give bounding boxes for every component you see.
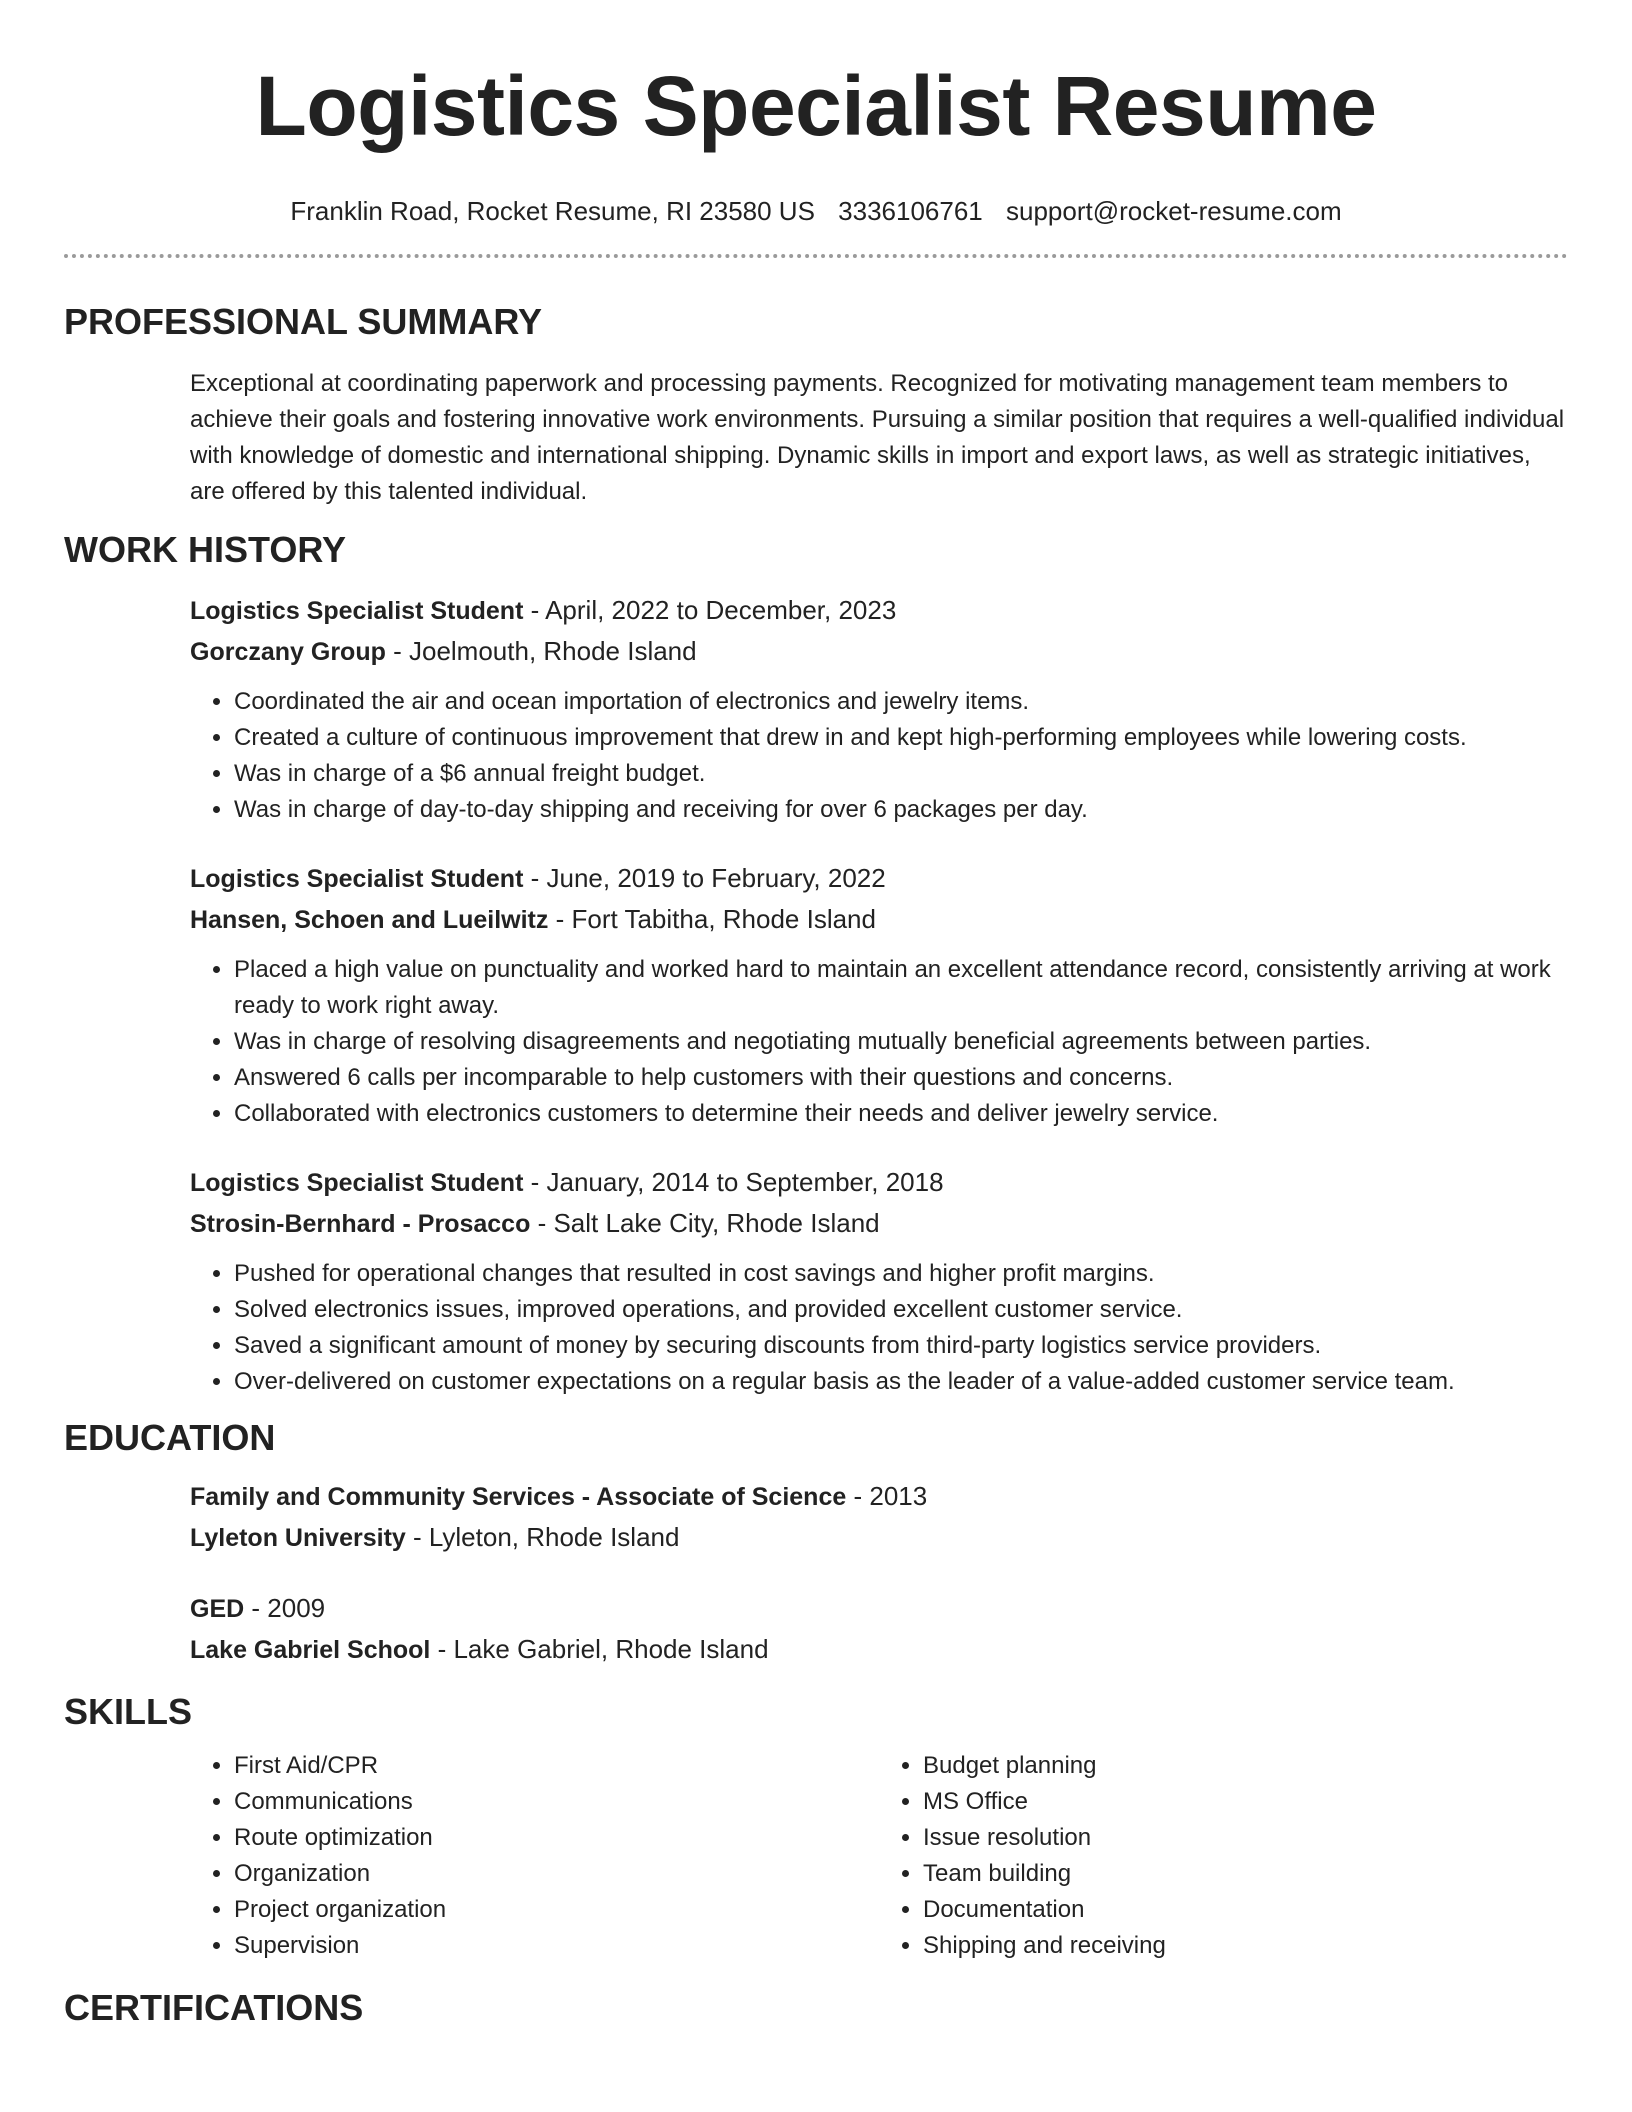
skill-item: • Shipping and receiving	[923, 1928, 1568, 1964]
job-company-line	[190, 631, 1568, 672]
skill-item: • Documentation	[923, 1892, 1568, 1928]
skill-item: • Budget planning	[923, 1748, 1568, 1784]
job-bullet: • Coordinated the air and ocean importation of electronics and jewelry items.	[234, 684, 1568, 720]
skills-columns	[190, 1748, 1568, 1964]
summary-text: Exceptional at coordinating paperwork and processing payments. Recognized for motivating management team members to achieve their goals and fostering innovative work environments. Pursuing a similar position that requires a well-qualified individual with knowledge of domestic and international shipping. Dynamic skills in import and export laws, as well as strategic initiatives, are offered by this talented individual.	[190, 370, 1565, 505]
skill-item: • Supervision	[234, 1928, 879, 1964]
job-company-line	[190, 1203, 1568, 1244]
job-bullet: • Pushed for operational changes that resulted in cost savings and higher profit margins.	[234, 1256, 1568, 1292]
summary-section	[64, 300, 1568, 510]
education-entry	[190, 1476, 1568, 1558]
skill-item: • Route optimization	[234, 1820, 879, 1856]
summary-heading: PROFESSIONAL SUMMARY	[64, 301, 543, 342]
job-entry	[190, 590, 1568, 828]
skill-item: • Project organization	[234, 1892, 879, 1928]
job-bullet: • Solved electronics issues, improved operations, and provided excellent customer service.	[234, 1292, 1568, 1328]
job-title: Logistics Specialist Student	[190, 597, 524, 625]
education-school-line	[190, 1517, 1568, 1558]
skills-section	[64, 1690, 1568, 1964]
education-heading: EDUCATION	[64, 1417, 276, 1458]
job-company: Hansen, Schoen and Lueilwitz	[190, 906, 549, 934]
skill-item: • Team building	[923, 1856, 1568, 1892]
skill-item: • Organization	[234, 1856, 879, 1892]
skills-list-left	[190, 1748, 879, 1964]
education-degree: Family and Community Services - Associate of Science	[190, 1483, 847, 1511]
skill-item: • Issue resolution	[923, 1820, 1568, 1856]
job-location: - Joelmouth, Rhode Island	[385, 636, 697, 666]
job-bullets	[190, 952, 1568, 1132]
skills-list-right	[879, 1748, 1568, 1964]
header-divider	[64, 254, 1568, 258]
job-title-line	[190, 1162, 1568, 1203]
education-section	[64, 1416, 1568, 1670]
job-company: Strosin-Bernhard - Prosacco	[190, 1210, 531, 1238]
education-degree-line	[190, 1476, 1568, 1517]
certifications-section	[64, 1986, 1568, 2030]
education-degree-line	[190, 1588, 1568, 1629]
contact-line	[64, 194, 1568, 228]
job-bullet: • Placed a high value on punctuality and worked hard to maintain an excellent attendance record, consistently arriving at work ready to work right away.	[234, 952, 1568, 1024]
job-location: - Fort Tabitha, Rhode Island	[548, 904, 876, 934]
education-degree: GED	[190, 1595, 245, 1623]
work-history-section	[64, 528, 1568, 1400]
job-title: Logistics Specialist Student	[190, 1169, 524, 1197]
skills-heading: SKILLS	[64, 1691, 193, 1732]
job-dates: - June, 2019 to February, 2022	[523, 863, 886, 893]
job-title-line	[190, 858, 1568, 899]
education-year: - 2009	[244, 1593, 326, 1623]
skill-item: • First Aid/CPR	[234, 1748, 879, 1784]
job-dates: - April, 2022 to December, 2023	[523, 595, 897, 625]
contact-address: Franklin Road, Rocket Resume, RI 23580 US	[290, 196, 815, 226]
education-location: - Lake Gabriel, Rhode Island	[430, 1634, 769, 1664]
job-company-line	[190, 899, 1568, 940]
education-entry	[190, 1588, 1568, 1670]
job-bullet: • Was in charge of a $6 annual freight budget.	[234, 756, 1568, 792]
job-entry	[190, 858, 1568, 1132]
contact-phone: 3336106761	[838, 196, 983, 226]
resume-title: Logistics Specialist Resume	[255, 59, 1377, 153]
job-bullet: • Over-delivered on customer expectations on a regular basis as the leader of a value-added customer service team.	[234, 1364, 1568, 1400]
education-year: - 2013	[846, 1481, 928, 1511]
certifications-heading: CERTIFICATIONS	[64, 1987, 364, 2028]
work-history-heading: WORK HISTORY	[64, 529, 347, 570]
job-bullet: • Was in charge of resolving disagreements and negotiating mutually beneficial agreements between parties.	[234, 1024, 1568, 1060]
education-school: Lyleton University	[190, 1524, 406, 1552]
education-school-line	[190, 1629, 1568, 1670]
job-bullet: • Was in charge of day-to-day shipping and receiving for over 6 packages per day.	[234, 792, 1568, 828]
job-location: - Salt Lake City, Rhode Island	[530, 1208, 880, 1238]
job-bullets	[190, 1256, 1568, 1400]
skill-item: • MS Office	[923, 1784, 1568, 1820]
job-bullet: • Saved a significant amount of money by securing discounts from third-party logistics service providers.	[234, 1328, 1568, 1364]
job-dates: - January, 2014 to September, 2018	[523, 1167, 944, 1197]
job-bullets	[190, 684, 1568, 828]
education-location: - Lyleton, Rhode Island	[405, 1522, 680, 1552]
job-entry	[190, 1162, 1568, 1400]
skill-item: • Communications	[234, 1784, 879, 1820]
education-school: Lake Gabriel School	[190, 1636, 431, 1664]
job-title-line	[190, 590, 1568, 631]
job-company: Gorczany Group	[190, 638, 386, 666]
contact-email: support@rocket-resume.com	[1006, 196, 1342, 226]
job-bullet: • Collaborated with electronics customers to determine their needs and deliver jewelry service.	[234, 1096, 1568, 1132]
job-bullet: • Answered 6 calls per incomparable to help customers with their questions and concerns.	[234, 1060, 1568, 1096]
job-bullet: • Created a culture of continuous improvement that drew in and kept high-performing employees while lowering costs.	[234, 720, 1568, 756]
job-title: Logistics Specialist Student	[190, 865, 524, 893]
